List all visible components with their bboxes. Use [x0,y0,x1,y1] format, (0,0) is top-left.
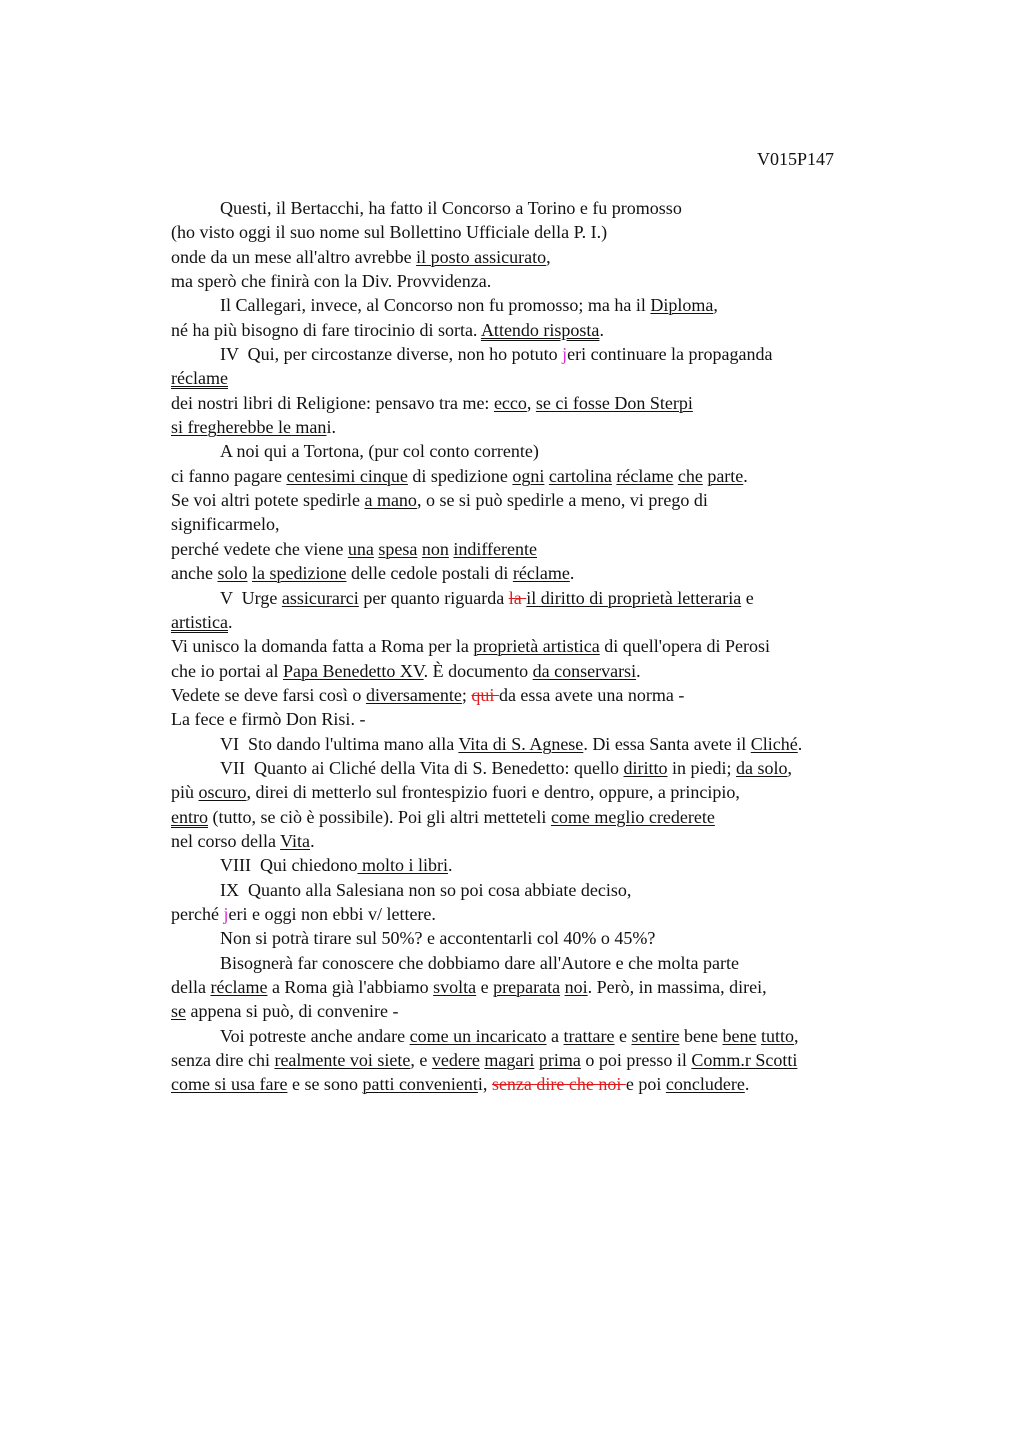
text-segment: delle cedole postali di [346,563,513,584]
underlined-text: che [677,465,703,486]
text-line [171,196,911,220]
text-segment: , direi di metterlo sul frontespizio fuori e dentro, oppure, a principio, [246,782,740,803]
text-line [171,805,911,829]
underlined-text: diversamente [365,684,462,705]
text-segment: . [569,563,575,584]
text-line [171,366,911,390]
text-segment: Voi potreste anche andare [220,1025,410,1046]
text-segment: e poi [625,1074,666,1095]
text-segment: , [787,757,792,778]
text-line [171,415,911,439]
text-line [171,926,911,950]
underlined-text: Cliché [750,733,798,754]
text-segment: e [614,1025,632,1046]
text-segment: nel corso della [171,830,281,851]
text-segment: A noi qui a Tortona, (pur col conto corrente) [220,441,539,462]
text-segment: che io portai al [171,660,283,681]
text-line [171,512,911,536]
text-segment: . [599,319,604,340]
text-segment: e [741,587,754,608]
text-segment: IX Quanto alla Salesiana non so poi cosa abbiate deciso, [220,879,632,900]
text-line [171,245,911,269]
text-segment: e se sono [287,1074,363,1095]
text-line [171,464,911,488]
underlined-text: non [421,538,449,559]
text-line [171,391,911,415]
underlined-text: spesa [378,538,418,559]
text-line [171,756,911,780]
text-segment: . [447,855,453,876]
text-segment: perché [171,903,224,924]
underlined-text: Vita [280,830,311,851]
text-segment: IV Qui, per circostanze diverse, non ho potuto [220,344,563,365]
underlined-text: réclame [210,977,268,997]
text-line [171,488,911,512]
text-segment: appena si può, di convenire - [186,1001,399,1022]
text-segment: i. [326,417,336,438]
text-segment: VIII Qui chiedono [220,855,358,876]
double-underlined-text: artistica [171,611,228,632]
text-segment: VII Quanto ai Cliché della Vita di S. Benedetto: quello [220,757,624,778]
underlined-text: magari [484,1050,535,1071]
text-line [171,707,911,731]
underlined-text: molto i libri [357,855,448,876]
text-segment: significarmelo, [171,514,280,535]
text-segment: . [227,611,233,632]
text-line [171,342,911,366]
text-segment: , [713,295,718,316]
text-line [171,1048,911,1072]
underlined-text: Vita di S. Agnese [458,733,584,754]
text-segment: La fece e firmò Don Risi. - [171,709,366,730]
underlined-text: bene [722,1025,757,1046]
text-segment: eri continuare la propaganda [567,344,773,365]
underlined-text: una [347,538,374,559]
underlined-text: Comm.r Scotti [691,1050,798,1071]
underlined-text: concludere [665,1074,745,1095]
text-line [171,659,911,683]
text-segment: anche [171,563,218,584]
underlined-text: cartolina [548,465,612,486]
text-line [171,780,911,804]
text-line [171,1024,911,1048]
text-segment: a [546,1025,564,1046]
underlined-text: realmente voi siete [274,1050,411,1071]
text-segment: Questi, il Bertacchi, ha fatto il Concorso a Torino e fu promosso [220,198,682,218]
text-segment: , [526,392,536,413]
underlined-text: prima [538,1050,581,1071]
text-segment: . Però, in massima, direi, [587,977,767,997]
text-segment: eri e oggi non ebbi v/ lettere. [228,903,436,924]
underlined-text: diritto [623,757,668,778]
text-line [171,586,911,610]
text-segment: da essa avete una norma - [498,684,685,705]
text-segment: ; [461,684,472,705]
deleted-text: senza dire che noi [491,1074,626,1095]
underlined-text: noi [564,977,588,997]
text-segment: Vedete se deve farsi così o [171,684,366,705]
underlined-text: tutto [760,1025,794,1046]
text-line [171,975,911,999]
text-segment: bene [679,1025,723,1046]
text-segment: Il Callegari, invece, al Concorso non fu promosso; ma ha il [220,295,651,316]
text-segment: per quanto riguarda [358,587,509,608]
underlined-text: come un incaricato [409,1025,547,1046]
text-segment: VI Sto dando l'ultima mano alla [220,733,459,754]
text-segment: Non si potrà tirare sul 50%? e accontentarli col 40% o 45%? [220,928,656,949]
text-line [171,951,911,975]
letter-body [171,196,911,1097]
inserted-text: j [223,903,229,924]
underlined-text: ogni [512,465,545,486]
text-segment: in piedi; [667,757,736,778]
underlined-text: trattare [563,1025,615,1046]
text-segment: Vi unisco la domanda fatta a Roma per la [171,636,474,657]
underlined-text: indifferente [453,538,538,559]
text-segment: . [636,660,641,681]
underlined-text: se [171,1001,186,1022]
text-line [171,1072,911,1096]
text-segment: . [310,830,315,851]
text-line [171,902,911,926]
underlined-text: preparata [493,977,561,997]
text-segment: dei nostri libri di Religione: pensavo tra me: [171,392,494,413]
text-line [171,561,911,585]
underlined-text: la spedizione [251,563,347,584]
text-line [171,269,911,293]
underlined-text: si fregherebbe le man [171,417,327,438]
text-segment: . [797,733,803,754]
text-line [171,732,911,756]
double-underlined-text: réclame [171,368,228,389]
text-segment: , o se si può spedirle a meno, vi prego di [416,490,708,511]
text-line [171,318,911,342]
text-segment: ci fanno pagare [171,465,287,486]
text-segment: di spedizione [407,465,513,486]
text-segment: ma sperò che finirà con la Div. Provvidenza. [171,271,492,292]
deleted-text: qui [471,684,499,705]
text-segment: , [546,246,551,267]
text-segment: più [171,782,199,803]
underlined-text: da conservarsi [532,660,637,681]
text-line [171,878,911,902]
text-line [171,853,911,877]
text-segment: , e [410,1050,432,1071]
text-segment: di quell'opera di Perosi [599,636,770,657]
underlined-text: come meglio crederete [550,806,715,827]
double-underlined-text: entro [171,806,208,827]
underlined-text: a mano [364,490,417,511]
text-line [171,999,911,1023]
underlined-text: il posto assicurato [416,246,547,267]
underlined-text: il diritto di proprietà letteraria [526,587,742,608]
underlined-text: assicurarci [281,587,359,608]
text-line [171,610,911,634]
underlined-text: ecco [493,392,527,413]
text-line [171,634,911,658]
text-segment: a Roma già l'abbiamo [267,977,434,997]
text-segment: (tutto, se ciò è possibile). Poi gli altri metteteli [207,806,551,827]
underlined-text: svolta [433,977,477,997]
underlined-text: parte [707,465,744,486]
text-segment: onde da un mese all'altro avrebbe [171,246,417,267]
text-line [171,683,911,707]
text-segment: Bisognerà far conoscere che dobbiamo dare all'Autore e che molta parte [220,952,740,973]
text-segment: . [743,465,748,486]
page-identifier: V015P147 [757,149,835,169]
underlined-text: réclame [512,563,570,584]
double-underlined-text: Attendo risposta [480,319,600,340]
underlined-text: centesimi cinque [286,465,408,486]
underlined-text: proprietà artistica [473,636,600,657]
text-segment: senza dire chi [171,1050,275,1071]
text-segment: Se voi altri potete spedirle [171,490,365,511]
underlined-text: vedere [431,1050,480,1071]
text-segment: (ho visto oggi il suo nome sul Bollettino Ufficiale della P. I.) [171,222,608,243]
text-segment: o poi presso il [580,1050,692,1071]
text-line [171,220,911,244]
underlined-text: solo [217,563,248,584]
text-segment: i, [477,1074,492,1095]
text-line [171,537,911,561]
underlined-text: oscuro [198,782,247,803]
deleted-text: la [508,587,527,608]
text-line [171,293,911,317]
underlined-text: se ci fosse Don Sterpi [535,392,693,413]
text-segment: , [793,1025,799,1046]
underlined-text: come si usa fare [171,1074,288,1095]
text-segment: della [171,977,211,997]
underlined-text: sentire [631,1025,680,1046]
text-line [171,439,911,463]
text-segment: . È documento [423,660,533,681]
text-segment: e [476,977,494,997]
underlined-text: patti convenient [362,1074,478,1095]
text-line [171,829,911,853]
underlined-text: Papa Benedetto XV [282,660,424,681]
underlined-text: réclame [616,465,674,486]
text-segment: V Urge [220,587,282,608]
text-segment: . [744,1074,750,1095]
inserted-text: j [562,344,568,365]
text-segment: né ha più bisogno di fare tirocinio di sorta. [171,319,481,340]
text-segment: . Di essa Santa avete il [583,733,751,754]
text-segment: perché vedete che viene [171,538,348,559]
underlined-text: Diploma [650,295,714,316]
underlined-text: da solo [736,757,788,778]
